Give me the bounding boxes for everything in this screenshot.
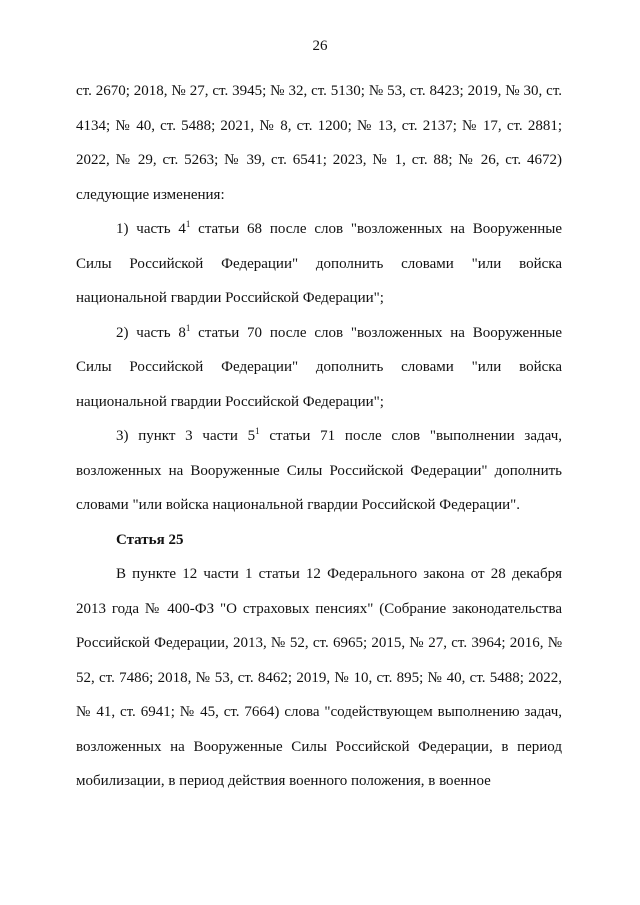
- list-item-2-superscript: 1: [185, 322, 191, 333]
- list-item-1-text: статьи 68 после слов "возложенных на Вооруженные Силы Российской Федерации" дополнить словами "или войска национальной гвардии Российской Федерации";: [76, 221, 562, 306]
- list-item-3-text: статьи 71 после слов "выполнении задач, возложенных на Вооруженные Силы Российской Федерации" дополнить словами "или войска национальной гвардии Российской Федерации".: [76, 428, 563, 513]
- list-item-2-prefix: 2) часть 8: [116, 324, 186, 341]
- article-heading: Статья 25: [116, 531, 184, 548]
- page-number: 26: [312, 38, 328, 54]
- list-item-1: [76, 212, 562, 316]
- list-item-3-prefix: 3) пункт 3 части 5: [116, 428, 256, 444]
- list-item-1-prefix: 1) часть 4: [116, 221, 186, 237]
- list-item-2-text: статьи 70 после слов "возложенных на Вооруженные Силы Российской Федерации" дополнить словами "или войска национальной гвардии Российской Федерации";: [76, 324, 562, 410]
- document-body: [76, 74, 562, 799]
- list-item-3: [76, 419, 562, 523]
- intro-paragraph: ст. 2670; 2018, № 27, ст. 3945; № 32, ст. 5130; № 53, ст. 8423; 2019, № 30, ст. 4134; № 40, ст. 5488; 2021, № 8, ст. 1200; № 13, ст. 2137; № 17, ст. 2881; 2022, № 29, ст. 5263; № 39, ст. 6541; 2023, № 1, ст. 88; № 26, ст. 4672) следующие изменения:: [76, 83, 562, 203]
- list-item-3-superscript: 1: [255, 426, 260, 436]
- article-paragraph: В пункте 12 части 1 статьи 12 Федерального закона от 28 декабря 2013 года № 400-ФЗ "О страховых пенсиях" (Собрание законодательства Российской Федерации, 2013, № 52, ст. 6965; 2015, № 27, ст. 3964; 2016, № 52, ст. 7486; 2018, № 53, ст. 8462; 2019, № 10, ст. 895; № 40, ст. 5488; 2022, № 41, ст. 6941; № 45, ст. 7664) слова "содействующем выполнению задач, возложенных на Вооруженные Силы Российской Федерации, в период мобилизации, в период действия военного положения, в военное: [76, 566, 562, 789]
- list-item-2: [76, 316, 562, 420]
- list-item-1-superscript: 1: [185, 219, 191, 229]
